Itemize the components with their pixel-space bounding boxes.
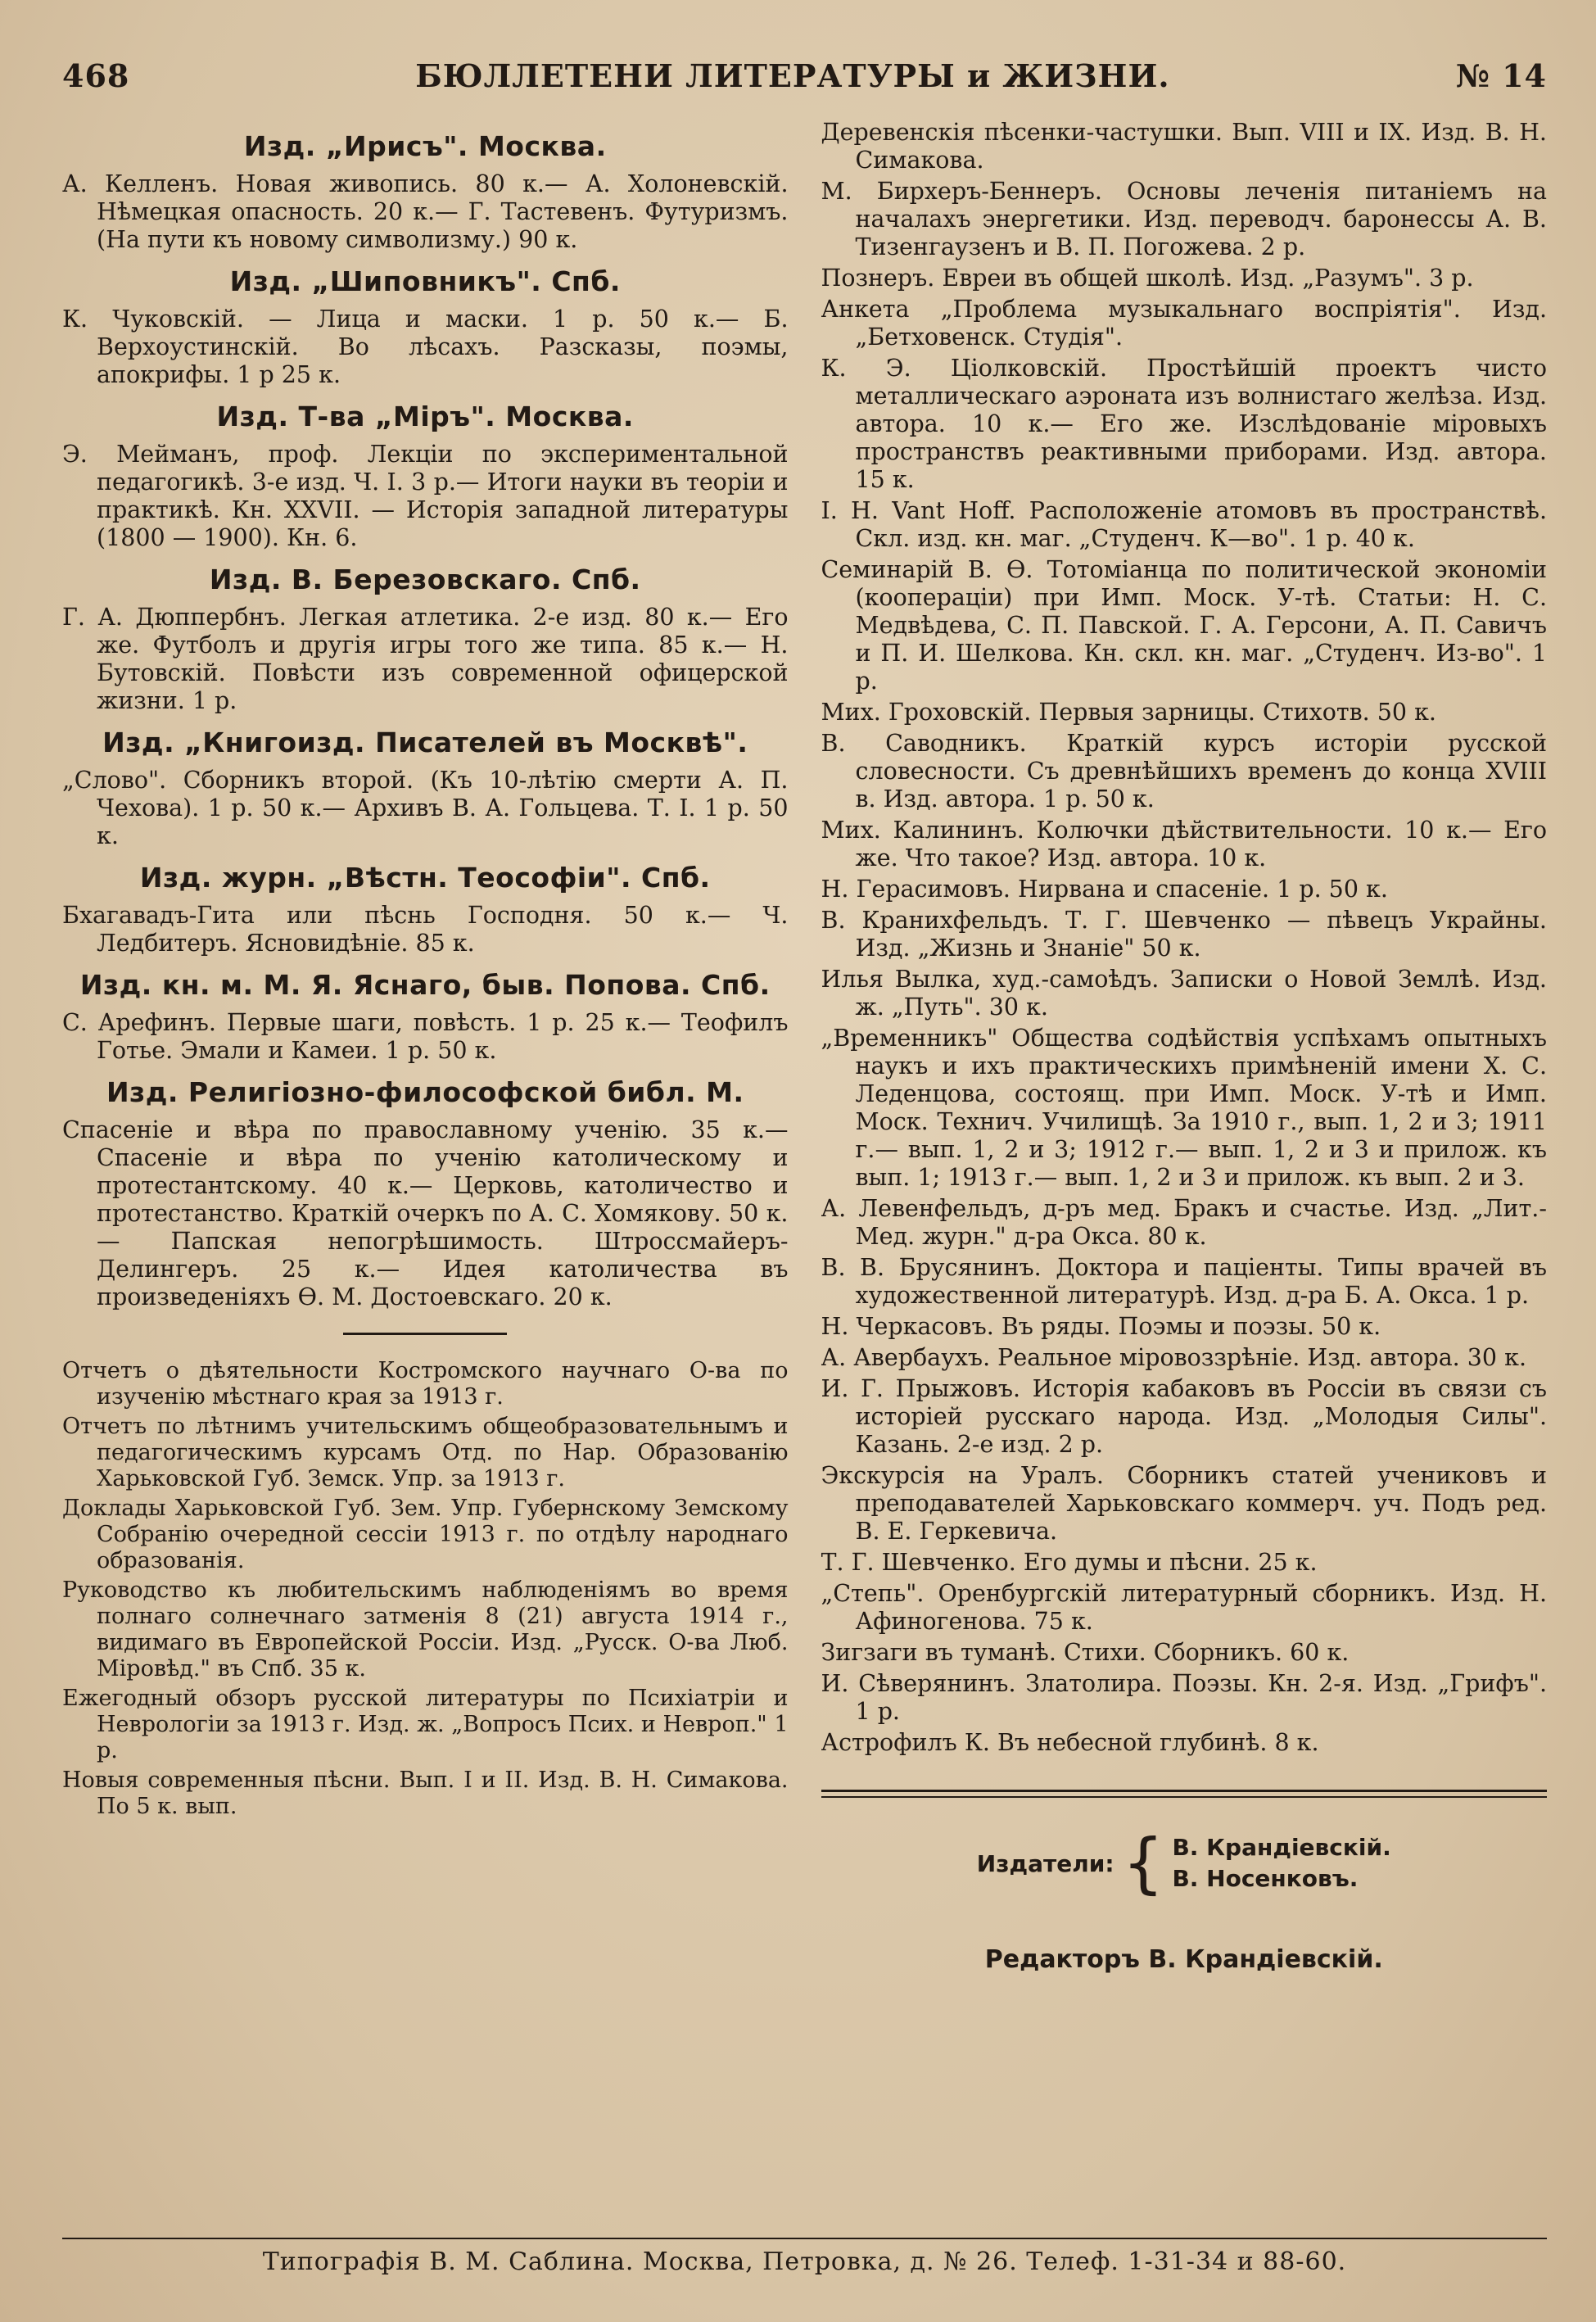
book-entry: „Временникъ" Общества содѣйствія успѣхамъ опытныхъ наукъ и ихъ практическихъ примѣненій имени Х. С. Леденцова, состоящ. при Имп. Моск. У-тѣ и Имп. Моск. Технич. Училищѣ. За 1910 г., вып. 1, 2 и 3; 1911 г.— вып. 1, 2 и 3; 1912 г.— вып. 1, 2 и 3 и прилож. къ вып. 1; 1913 г.— вып. 1, 2 и 3 и прилож. къ вып. 2 и 3. (821, 1025, 1547, 1191)
issue-number: № 14 (1455, 57, 1547, 94)
book-entry: Т. Г. Шевченко. Его думы и пѣсни. 25 к. (821, 1549, 1318, 1576)
publisher-heading: Изд. „Книгоизд. Писателей въ Москвѣ". (102, 726, 748, 758)
book-entry: Астрофилъ К. Въ небесной глубинѣ. 8 к. (821, 1729, 1319, 1756)
publisher-heading: Изд. „Шиповникъ". Спб. (229, 265, 621, 297)
book-entry: К. Чуковскій. — Лица и маски. 1 р. 50 к.— Б. Верхоустинскій. Во лѣсахъ. Разсказы, поэмы, апокрифы. 1 р 25 к. (62, 306, 789, 388)
book-entry: А. Левенфельдъ, д-ръ мед. Бракъ и счастье. Изд. „Лит.-Мед. журн." д-ра Окса. 80 к. (821, 1195, 1547, 1250)
columns (62, 119, 1547, 2216)
book-entry: С. Арефинъ. Первые шаги, повѣсть. 1 р. 25 к.— Теофилъ Готье. Эмали и Камеи. 1 р. 50 к. (62, 1009, 789, 1064)
book-entry: Илья Вылка, худ.-самоѣдъ. Записки о Новой Землѣ. Изд. ж. „Путь". 30 к. (821, 966, 1547, 1021)
publisher-heading: Изд. „Ирисъ". Москва. (243, 130, 607, 162)
book-entry: I. H. Vant Hoff. Расположеніе атомовъ въ пространствѣ. Скл. изд. кн. маг. „Студенч. К—во". 1 р. 40 к. (821, 497, 1547, 552)
misc-entries (62, 1358, 789, 1820)
book-entry: К. Э. Ціолковскій. Простѣйшій проектъ чисто металлическаго аэроната изъ волнистаго желѣза. Изд. автора. 10 к.— Его же. Изслѣдованіе міровыхъ пространствъ реактивными приборами. Изд. автора. 15 к. (821, 355, 1547, 493)
publisher-heading: Изд. Религіозно-философской библ. М. (106, 1076, 744, 1108)
book-entry: А. Авербаухъ. Реальное міровоззрѣніе. Изд. автора. 30 к. (821, 1344, 1526, 1371)
publisher-heading: Изд. Т-ва „Міръ". Москва. (216, 401, 634, 432)
publisher-heading: Изд. журн. „Вѣстн. Теософіи". Спб. (139, 862, 711, 894)
journal-title: БЮЛЛЕТЕНИ ЛИТЕРАТУРЫ и ЖИЗНИ. (415, 57, 1170, 94)
book-entry: Ежегодный обзоръ русской литературы по Психіатріи и Неврологіи за 1913 г. Изд. ж. „Вопросъ Псих. и Невроп." 1 р. (62, 1686, 789, 1763)
left-column (62, 119, 789, 2216)
book-entry: И. Сѣверянинъ. Златолира. Поэзы. Кн. 2-я. Изд. „Грифъ". 1 р. (821, 1670, 1547, 1725)
book-entry: Новыя современныя пѣсни. Вып. I и II. Изд. В. Н. Симакова. По 5 к. вып. (62, 1768, 789, 1819)
book-entry: Доклады Харьковской Губ. Зем. Упр. Губернскому Земскому Собранію очередной сессіи 1913 г. по отдѣлу народнаго образованія. (62, 1496, 789, 1573)
book-entry: Анкета „Проблема музыкальнаго воспріятія". Изд. „Бетховенск. Студія". (821, 296, 1547, 351)
book-entry: Руководство къ любительскимъ наблюденіямъ во время полнаго солнечнаго затменія 8 (21) августа 1914 г., видимаго въ Европейской Россіи. Изд. „Русск. О-ва Люб. Міровѣд." въ Спб. 35 к. (62, 1577, 789, 1682)
book-entry: В. Кранихфельдъ. Т. Г. Шевченко — пѣвецъ Украйны. Изд. „Жизнь и Знаніе" 50 к. (821, 907, 1547, 962)
book-entry: Мих. Калининъ. Колючки дѣйствительности. 10 к.— Его же. Что такое? Изд. автора. 10 к. (821, 817, 1547, 871)
book-entry: В. В. Брусянинъ. Доктора и паціенты. Типы врачей въ художественной литературѣ. Изд. д-ра Б. А. Окса. 1 р. (821, 1254, 1547, 1309)
right-column (821, 119, 1548, 2216)
book-entry: Деревенскія пѣсенки-частушки. Вып. VIII и IX. Изд. В. Н. Симакова. (821, 119, 1547, 174)
editor-line: Редакторъ В. Крандіевскій. (984, 1945, 1383, 1974)
page-header (62, 57, 1547, 94)
publisher-name: В. Носенковъ. (1172, 1865, 1359, 1892)
book-entry: М. Бирхеръ-Беннеръ. Основы леченія питаніемъ на началахъ энергетики. Изд. переводч. баронессы А. В. Тизенгаузенъ и В. П. Погожева. 2 р. (821, 178, 1547, 260)
double-rule (821, 1790, 1548, 1798)
book-entry: „Слово". Сборникъ второй. (Къ 10-лѣтію смерти А. П. Чехова). 1 р. 50 к.— Архивъ В. А. Гольцева. Т. I. 1 р. 50 к. (62, 767, 789, 849)
book-entry: „Степь". Оренбургскій литературный сборникъ. Изд. Н. Афиногенова. 75 к. (821, 1580, 1547, 1635)
book-entry: Познеръ. Евреи въ общей школѣ. Изд. „Разумъ". 3 р. (821, 265, 1474, 292)
brace: { (1122, 1825, 1164, 1901)
publisher-heading: Изд. В. Березовскаго. Спб. (209, 564, 641, 595)
right-entries (821, 119, 1548, 1757)
book-entry: Экскурсія на Уралъ. Сборникъ статей учениковъ и преподавателей Харьковскаго коммерч. уч. Подъ ред. В. Е. Геркевича. (821, 1462, 1547, 1545)
printer-footer: Типографія В. М. Саблина. Москва, Петровка, д. № 26. Телеф. 1-31-34 и 88-60. (62, 2238, 1547, 2276)
section-separator (343, 1333, 507, 1335)
publishers-block (821, 1825, 1548, 1901)
book-entry: Семинарій В. Ѳ. Тотоміанца по политической экономіи (коопераціи) при Имп. Моск. У-тѣ. Статьи: Н. С. Медвѣдева, С. П. Павской. Г. А. Герсони, А. П. Савичъ и П. И. Шелкова. Кн. скл. кн. маг. „Студенч. Из-во". 1 р. (821, 556, 1547, 695)
book-entry: Мих. Гроховскій. Первыя зарницы. Стихотв. 50 к. (821, 699, 1436, 726)
book-entry: Спасеніе и вѣра по православному ученію. 35 к.— Спасеніе и вѣра по ученію католическому и протестантскому. 40 к.— Церковь, католичество и протестанство. Краткій очеркъ по А. С. Хомякову. 50 к.— Папская непогрѣшимость. Штроссмайеръ-Делингеръ. 25 к.— Идея католичества въ произведеніяхъ Ѳ. М. Достоевскаго. 20 к. (62, 1116, 789, 1310)
book-entry: Отчетъ по лѣтнимъ учительскимъ общеобразовательнымъ и педагогическимъ курсамъ Отд. по Нар. Образованію Харьковской Губ. Земск. Упр. за 1913 г. (62, 1414, 789, 1491)
book-entry: Бхагавадъ-Гита или пѣснь Господня. 50 к.— Ч. Ледбитеръ. Ясновидѣніе. 85 к. (62, 902, 789, 957)
publisher-heading: Изд. кн. м. М. Я. Яснаго, быв. Попова. Спб. (79, 969, 771, 1001)
page-number: 468 (62, 57, 130, 94)
book-entry: И. Г. Прыжовъ. Исторія кабаковъ въ Россіи въ связи съ исторіей русскаго народа. Изд. „Молодыя Силы". Казань. 2-е изд. 2 р. (821, 1375, 1547, 1458)
book-entry: Г. А. Дюппербнъ. Легкая атлетика. 2-е изд. 80 к.— Его же. Футболъ и другія игры того же типа. 85 к.— Н. Бутовскій. Повѣсти изъ современной офицерской жизни. 1 р. (62, 604, 789, 714)
book-entry: В. Саводникъ. Краткій курсъ исторіи русской словесности. Съ древнѣйшихъ временъ до конца XVIII в. Изд. автора. 1 р. 50 к. (821, 730, 1547, 812)
book-entry: Зигзаги въ туманѣ. Стихи. Сборникъ. 60 к. (821, 1639, 1350, 1666)
book-entry: А. Келленъ. Новая живопись. 80 к.— А. Холоневскій. Нѣмецкая опасность. 20 к.— Г. Тастевенъ. Футуризмъ. (На пути къ новому символизму.) 90 к. (62, 170, 789, 253)
publishers-label: Издатели: (976, 1849, 1114, 1877)
book-entry: Э. Мейманъ, проф. Лекціи по экспериментальной педагогикѣ. 3-е изд. Ч. I. 3 р.— Итоги науки въ теоріи и практикѣ. Кн. XXVII. — Исторія западной литературы (1800 — 1900). Кн. 6. (62, 441, 789, 551)
publisher-names (1172, 1832, 1390, 1894)
book-entry: Н. Герасимовъ. Нирвана и спасеніе. 1 р. 50 к. (821, 876, 1388, 903)
book-entry: Отчетъ о дѣятельности Костромского научнаго О-ва по изученію мѣстнаго края за 1913 г. (62, 1358, 789, 1410)
book-entry: Н. Черкасовъ. Въ ряды. Поэмы и поэзы. 50 к. (821, 1313, 1381, 1340)
left-sections (62, 130, 789, 1311)
publisher-name: В. Крандіевскій. (1172, 1834, 1391, 1861)
